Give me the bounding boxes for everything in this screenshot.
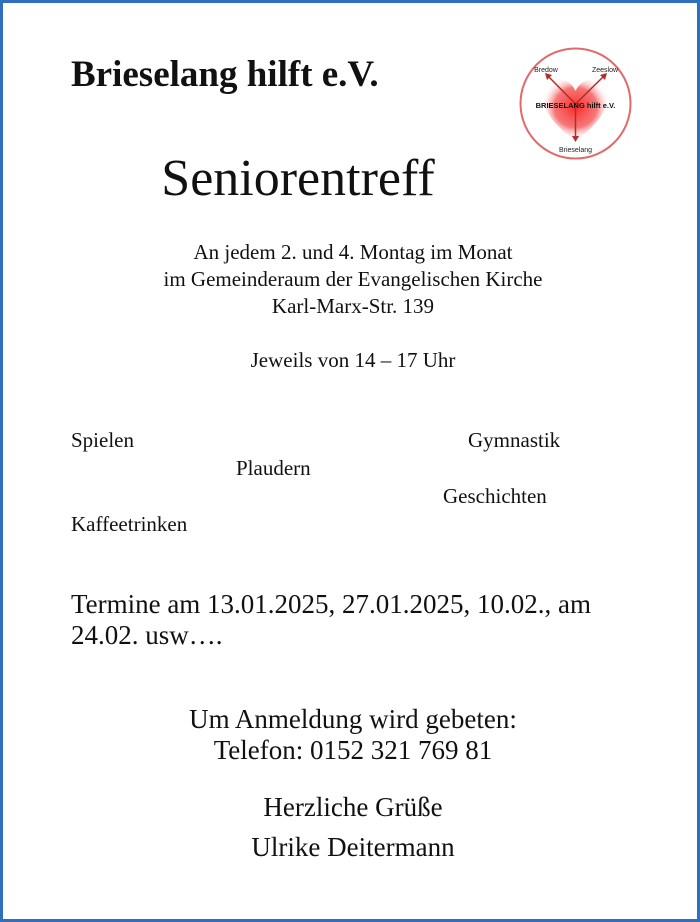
event-hours: Jeweils von 14 – 17 Uhr xyxy=(250,348,456,372)
activity-spielen: Spielen xyxy=(71,428,134,452)
logo-label-top-right: Zeeslow xyxy=(591,67,619,74)
registration xyxy=(3,704,700,766)
activity-gymnastik: Gymnastik xyxy=(468,428,561,452)
event-info xyxy=(3,239,700,320)
logo-label-top-left: Bredow xyxy=(534,67,558,74)
activity-plaudern: Plaudern xyxy=(236,456,311,480)
info-line: im Gemeinderaum der Evangelischen Kirche xyxy=(163,267,543,291)
info-line: Karl-Marx-Str. 139 xyxy=(271,294,435,318)
activity-kaffeetrinken: Kaffeetrinken xyxy=(71,512,188,536)
organization-name: Brieselang hilft e.V. xyxy=(71,54,379,95)
event-dates: Termine am 13.01.2025, 27.01.2025, 10.02., am 24.02. usw…. xyxy=(71,589,592,650)
organization-logo xyxy=(518,46,633,161)
registration-note: Um Anmeldung wird gebeten: xyxy=(189,704,517,734)
activity-geschichten: Geschichten xyxy=(443,484,547,508)
registration-phone: Telefon: 0152 321 769 81 xyxy=(213,735,493,765)
closing-greeting: Herzliche Grüße xyxy=(263,792,443,822)
page-title: Seniorentreff xyxy=(161,150,435,207)
info-line: An jedem 2. und 4. Montag im Monat xyxy=(193,240,513,264)
closing-signature: Ulrike Deitermann xyxy=(251,832,455,862)
logo-center-text: BRIESELANG hilft e.V. xyxy=(535,101,616,110)
logo-label-bottom: Brieselang xyxy=(558,147,593,154)
